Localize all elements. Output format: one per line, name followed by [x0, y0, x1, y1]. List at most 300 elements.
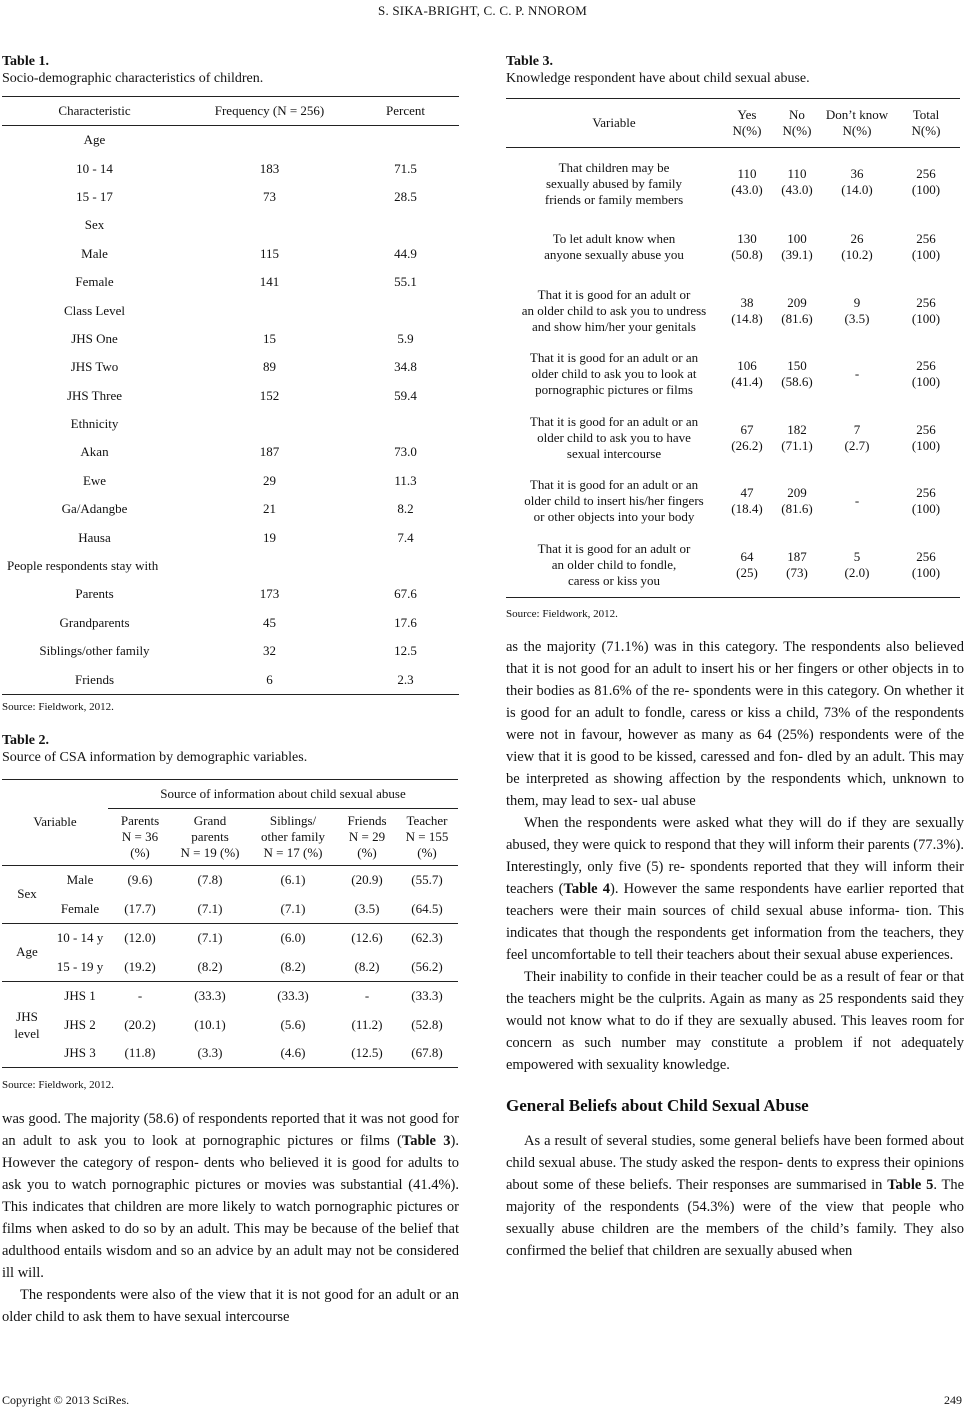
table2-value-cell: (3.3) [172, 1039, 248, 1068]
table1-row [2, 637, 459, 665]
table2-column-header [396, 808, 458, 865]
table2-source: Source: Fieldwork, 2012. [2, 1079, 114, 1092]
table3-value-line: 150 [787, 358, 807, 374]
table1-row [2, 183, 459, 211]
table3-value-cell [772, 406, 822, 470]
table1-percent-cell [352, 410, 459, 438]
table3-value-line: 9 [853, 294, 861, 310]
table2-row [2, 1010, 458, 1039]
table2-row-label: Male [66, 872, 94, 888]
table2-value-cell: (9.6) [127, 872, 153, 888]
table3-row [506, 343, 960, 407]
table3-value-line: 26 [850, 231, 864, 247]
table3-value-cell [822, 216, 892, 280]
table3-value-cell [822, 148, 892, 216]
table3-row [506, 216, 960, 280]
right-paragraph: Their inability to confide in their teacher could be as a result of fear or that the teachers might be the culprits. Again as many as 25 respondents said they would not know what to do if they are sexually abused. This leaves room for concern as such number may constitute a problem if not adequately empowered with sexuality knowledge. [506, 968, 964, 1073]
table2-value-cell: (7.1) [197, 930, 223, 946]
table1-percent-cell: 11.3 [394, 472, 417, 488]
footer-copyright: Copyright © 2013 SciRes. [2, 1393, 130, 1407]
table1-group-label: Class Level [63, 302, 125, 318]
table3-row-label [506, 216, 722, 280]
table3-row-label [506, 343, 722, 407]
table1-row [2, 467, 459, 495]
table2-row-label: 10 - 14 y [56, 930, 104, 946]
table3-value-line: 67 [740, 421, 754, 437]
table2-value-cell: (19.2) [108, 952, 172, 981]
table2-group-label: Age [2, 923, 52, 981]
table2-row [2, 981, 458, 1010]
table1-row-label: Female [75, 274, 114, 290]
left-body-text [2, 1108, 459, 1328]
table1-frequency-cell [187, 211, 352, 239]
table3-row [506, 406, 960, 470]
table1-row [2, 211, 459, 239]
table2-value-cell: (10.1) [194, 1016, 226, 1032]
table3-column-header-line: Total [912, 107, 940, 122]
table2 [2, 779, 458, 1069]
table2-value-cell: (6.0) [280, 930, 306, 946]
table3-row-label-line: older child to ask you to have [537, 429, 691, 445]
table2-value-cell: (7.1) [248, 894, 338, 923]
table2-value-cell: (8.2) [248, 952, 338, 981]
table3-value-line: 209 [787, 294, 807, 310]
table2-value-cell: (11.2) [351, 1016, 383, 1032]
table1-row [2, 665, 459, 694]
table3-value-cell [722, 406, 772, 470]
table2-value-cell: (8.2) [338, 952, 396, 981]
table3-value-cell [822, 279, 892, 343]
table1-frequency-cell: 6 [187, 665, 352, 694]
table3-row-label [506, 406, 722, 470]
table1-row [2, 382, 459, 410]
table1-row [2, 240, 459, 268]
table1-source: Source: Fieldwork, 2012. [2, 700, 114, 713]
table2-value-cell: (3.5) [338, 894, 396, 923]
table3-value-line: (100) [911, 247, 941, 263]
table3 [506, 98, 960, 598]
table2-header-variable: Variable [2, 779, 108, 865]
table3-row-label-line: That it is good for an adult or [537, 286, 691, 302]
left-paragraph: was good. The majority (58.6) of respondents reported that it was not good for an adult to ask you to look at pornographic pictures or films (Table 3). However the category of respon- dents who believed it is good for adults to ask you to watch pornographic pictures or movies was substantial (41.4%). This indicates that children are more likely to watch pornographic pictures or films when asked to do so by an adult. This may be because of the belief that adulthood entails wisdom and so an advice by an adult may not be considered ill will. [2, 1111, 459, 1282]
table3-row [506, 148, 960, 216]
table1-percent-cell: 2.3 [352, 665, 459, 694]
table3-row-label-line: older child to insert his/her fingers [524, 493, 704, 509]
table3-column-header-line: N(%) [842, 123, 872, 138]
table1-row-label: JHS One [71, 330, 118, 346]
table2-row [2, 865, 458, 894]
table1-group-label: Ethnicity [70, 416, 119, 432]
table3-value-cell [822, 343, 892, 407]
table3-value-line: 38 [740, 294, 754, 310]
table2-column-header [108, 808, 172, 865]
left-column [2, 54, 459, 1328]
table3-title: Table 3. [506, 54, 553, 69]
table3-value-line: (14.0) [841, 181, 873, 197]
table3-value-line: (3.5) [844, 310, 870, 326]
table1-percent-cell: 12.5 [394, 643, 417, 659]
table2-column-header-line: Grand [193, 812, 227, 828]
table1-frequency-cell: 173 [259, 586, 280, 602]
table1-percent-cell: 28.5 [394, 188, 417, 204]
table1-header-frequency: Frequency (N = 256) [187, 97, 352, 126]
table1-caption: Socio-demographic characteristics of children. [2, 71, 264, 86]
running-header: S. SIKA-BRIGHT, C. C. P. NNOROM [378, 3, 587, 18]
table3-row-label-line: That it is good for an adult or an [529, 477, 699, 493]
table1-frequency-cell: 183 [259, 160, 280, 176]
table3-row-label-line: sexually abused by family [545, 175, 683, 191]
table3-row-label-line: caress or kiss you [567, 572, 661, 588]
table1-row [2, 353, 459, 381]
table1-group-label: Sex [84, 217, 105, 233]
table3-value-line: (10.2) [841, 247, 873, 263]
table1-header-percent: Percent [352, 97, 459, 126]
table2-value-cell: (56.2) [396, 952, 458, 981]
table1-row [2, 296, 459, 324]
table3-row-label-line: That children may be [558, 159, 670, 175]
table3-head [506, 99, 960, 148]
table2-value-cell: (33.3) [411, 988, 443, 1004]
table1-row [2, 523, 459, 551]
table3-value-line: (81.6) [781, 501, 813, 517]
table3-value-line: 7 [853, 421, 861, 437]
table3-row-label-line: an older child to fondle, [551, 556, 677, 572]
table2-value-cell: (62.3) [411, 930, 443, 946]
table1-row [2, 438, 459, 466]
table1-percent-cell [352, 552, 459, 580]
table3-value-cell [772, 148, 822, 216]
table2-value-cell: (20.9) [351, 872, 383, 888]
table3-value-line: (43.0) [781, 181, 813, 197]
table1-percent-cell: 7.4 [397, 529, 414, 545]
table2-value-cell: (12.0) [124, 930, 156, 946]
table3-value-line: 47 [740, 485, 754, 501]
table3-row [506, 279, 960, 343]
table2-column-header [338, 808, 396, 865]
table2-row [2, 952, 458, 981]
table1-percent-cell: 44.9 [394, 245, 417, 261]
table2-column-header-line: Teacher [406, 812, 448, 828]
table1-row-label: Friends [2, 665, 187, 694]
table1-group-label: People respondents stay with [7, 558, 159, 574]
table1-frequency-cell [187, 126, 352, 155]
table1-row-label: Male [81, 245, 108, 261]
table1-frequency-cell: 29 [263, 472, 276, 488]
table1-row-label: Ga/Adangbe [61, 501, 128, 517]
table1-row-label: 10 - 14 [76, 160, 113, 176]
table3-value-line: (18.4) [731, 501, 763, 517]
table3-column-header-line: Variable [592, 115, 636, 130]
table3-row-label-line: That it is good for an adult or an [529, 413, 699, 429]
table3-value-line: 64 [740, 548, 754, 564]
table2-value-cell: (6.1) [280, 872, 306, 888]
table2-value-cell: (4.6) [248, 1039, 338, 1068]
table2-value-cell: (55.7) [411, 872, 443, 888]
table3-value-cell [892, 343, 960, 407]
table3-value-cell [822, 533, 892, 597]
table2-header-row [2, 779, 458, 808]
table1-row-label: Siblings/other family [39, 643, 150, 659]
table3-value-cell [892, 216, 960, 280]
table3-value-line: 106 [737, 358, 757, 374]
table2-value-cell: (17.7) [108, 894, 172, 923]
table3-value-line: 187 [787, 548, 807, 564]
table1-row [2, 552, 459, 580]
table2-row-label: Female [52, 894, 108, 923]
table2-column-header-line: other family [261, 828, 325, 844]
table1-frequency-cell: 141 [259, 274, 280, 290]
table3-value-line: (2.7) [844, 437, 870, 453]
table1-frequency-cell [187, 296, 352, 324]
table2-row [2, 894, 458, 923]
table2-column-header [172, 808, 248, 865]
table3-row-label-line: To let adult know when [552, 231, 676, 247]
table3-row-label [506, 533, 722, 597]
table1-percent-cell [352, 211, 459, 239]
table3-row-label-line: and show him/her your genitals [532, 318, 696, 334]
table2-row-label: JHS 3 [52, 1039, 108, 1068]
table3-value-line: - [854, 366, 860, 382]
table2-span-header: Source of information about child sexual abuse [108, 779, 458, 808]
table2-row-label: JHS 2 [64, 1016, 96, 1032]
table3-value-line: (100) [911, 374, 941, 390]
table3-value-line: 100 [787, 231, 807, 247]
table1-row-label: 15 - 17 [76, 188, 113, 204]
table1-row [2, 154, 459, 182]
table3-value-line: (100) [911, 437, 941, 453]
table1-frequency-cell: 187 [259, 444, 280, 460]
table3-value-line: (43.0) [731, 181, 763, 197]
table1-row-label: Parents [75, 586, 114, 602]
table3-value-line: (26.2) [731, 437, 763, 453]
table3-value-line: 256 [916, 421, 936, 437]
table1-frequency-cell: 115 [259, 245, 280, 261]
table3-row-label [506, 470, 722, 534]
table3-value-line: 256 [916, 548, 936, 564]
table2-value-cell: (12.6) [351, 930, 383, 946]
table1-frequency-cell: 32 [263, 643, 276, 659]
table1-frequency-cell: 89 [263, 359, 276, 375]
table3-value-line: (58.6) [781, 374, 813, 390]
table2-value-cell: (5.6) [280, 1016, 306, 1032]
table3-source: Source: Fieldwork, 2012. [506, 607, 618, 620]
table1-percent-cell: 59.4 [394, 387, 417, 403]
table3-value-cell [772, 343, 822, 407]
table1-percent-cell: 17.6 [394, 614, 417, 630]
table3-value-line: 256 [916, 358, 936, 374]
table3-row-label-line: pornographic pictures or films [535, 382, 693, 398]
table1-frequency-cell: 45 [263, 614, 276, 630]
table2-caption: Source of CSA information by demographic variables. [2, 749, 308, 765]
table3-value-cell [722, 470, 772, 534]
table1-row-label: Akan [80, 444, 109, 460]
table1-percent-cell: 8.2 [397, 501, 414, 517]
table3-value-cell [822, 406, 892, 470]
table1-row-label: Ewe [82, 472, 107, 488]
table3-column-header [822, 99, 892, 148]
section-heading: General Beliefs about Child Sexual Abuse [506, 1095, 809, 1115]
table2-row [2, 923, 458, 952]
table1-row [2, 325, 459, 353]
table3-value-cell [772, 279, 822, 343]
table3-value-cell [892, 470, 960, 534]
table1-row-label: JHS Two [70, 359, 119, 375]
table2-body [2, 865, 458, 1068]
table3-row-label-line: friends or family members [544, 191, 684, 207]
table3-row-label-line: or other objects into your body [533, 509, 695, 525]
table1-row-label: JHS Three [66, 387, 122, 403]
table3-value-line: (73) [786, 564, 808, 580]
table2-row-label: JHS 1 [64, 988, 96, 1004]
table3-column-header [892, 99, 960, 148]
table1-row [2, 268, 459, 296]
table3-value-line: 256 [916, 231, 936, 247]
table1-row [2, 495, 459, 523]
table3-value-line: 182 [787, 421, 807, 437]
table3-value-cell [822, 470, 892, 534]
table2-group-label: Sex [2, 865, 52, 923]
table3-value-line: (39.1) [781, 247, 813, 263]
table3-value-line: (50.8) [731, 247, 763, 263]
table2-value-cell: - [137, 988, 143, 1004]
table1-percent-cell: 71.5 [394, 160, 417, 176]
section-body-text [506, 1130, 964, 1262]
table3-value-cell [722, 148, 772, 216]
table3-value-line: 256 [916, 485, 936, 501]
table1-frequency-cell: 21 [263, 501, 276, 517]
table3-value-cell [722, 216, 772, 280]
left-paragraph: The respondents were also of the view that it is not good for an adult or an older child to ask them to have sexual intercourse [2, 1287, 459, 1326]
table1-percent-cell: 55.1 [394, 274, 417, 290]
table2-value-cell: (7.8) [197, 872, 223, 888]
table3-value-cell [892, 148, 960, 216]
table3-row-label-line: That it is good for an adult or [537, 540, 691, 556]
table2-value-cell: - [364, 988, 370, 1004]
table1-frequency-cell: 152 [259, 387, 280, 403]
table3-value-cell [722, 533, 772, 597]
table2-column-header-line: (%) [417, 844, 437, 860]
table1-percent-cell: 34.8 [394, 359, 417, 375]
section-paragraph: As a result of several studies, some general beliefs have been formed about child sexual abuse. The study asked the respon- dents to express their opinions about some of these beliefs. Their responses are summarised in Table 5. The majority of the respondents (54.3%) were of the view that people who sexually abuse children are the members of the child’s family. They also confirmed the belief that children are sexually abused when [506, 1132, 964, 1259]
table1-group-label: Age [83, 132, 106, 148]
right-paragraph: When the respondents were asked what they will do if they are sexually abused, they were quick to respond that they will inform their parents (77.3%). Interestingly, only five (5) re- spondents reported that they will inform their teachers (Table 4). However the same respondents have earlier reported that teachers were their main sources of child sexual abuse informa- tion. This indicates that though the respondents get information from the teachers, they feel uncomfortable to tell their teachers about their sexual abuse experiences. [506, 814, 965, 963]
table3-value-line: (25) [736, 564, 758, 580]
table2-column-header-line: N = 29 [348, 828, 386, 844]
table2-value-cell: (52.8) [411, 1016, 443, 1032]
table3-column-header [772, 99, 822, 148]
table2-column-header-line: Siblings/ [269, 812, 317, 828]
table3-value-line: 110 [787, 165, 807, 181]
table3-value-cell [772, 470, 822, 534]
table3-value-line: (100) [911, 564, 941, 580]
table3-value-line: 256 [916, 294, 936, 310]
table3-value-line: (81.6) [781, 310, 813, 326]
table1-frequency-cell: 73 [263, 188, 276, 204]
table1-frequency-cell: 15 [263, 330, 276, 346]
table2-value-cell: (33.3) [194, 988, 226, 1004]
table2-value-cell: (64.5) [396, 894, 458, 923]
table2-column-header-line: parents [191, 828, 229, 844]
table2-column-header-line: N = 155 [405, 828, 449, 844]
table1-frequency-cell [187, 552, 352, 580]
table2-value-cell: (20.2) [124, 1016, 156, 1032]
table3-value-line: 36 [850, 165, 864, 181]
table1-row [2, 580, 459, 608]
table3-column-header-line: No [789, 107, 805, 122]
table3-column-header-line: N(%) [911, 123, 941, 138]
table3-column-header [722, 99, 772, 148]
table1-header-characteristic: Characteristic [2, 97, 187, 126]
table3-value-cell [722, 343, 772, 407]
table2-value-cell: (33.3) [277, 988, 309, 1004]
right-paragraph: as the majority (71.1%) was in this category. The respondents also believed that it is not good for an adult to insert his or her fingers or other objects in to their bodies as 81.6% of the re- spondents were in this category. On whether it is good for an adult to fondle, caress or kiss a child, 73% of the respondents were not in favour, however as many as 64 (25%) respondents were of the view that it is good to be kissed, caressed and fon- dled by an adult. This may be interpreted as showing affection by the respondents which, unknown to them, may lead to sex- ual abuse [506, 638, 964, 809]
table3-column-header-line: N(%) [782, 123, 812, 138]
table3-value-line: (2.0) [844, 564, 870, 580]
table1-row [2, 126, 459, 155]
table2-column-header-line: (%) [357, 844, 377, 860]
table2-column-header-line: Friends [347, 812, 387, 828]
table2-column-header-line: N = 36 [121, 828, 159, 844]
table3-column-header-line: Don’t know [825, 107, 889, 122]
table1-row [2, 609, 459, 637]
table3-value-cell [772, 533, 822, 597]
table2-row [2, 1039, 458, 1068]
table3-value-line: 209 [787, 485, 807, 501]
table2-value-cell: (12.5) [338, 1039, 396, 1068]
table3-row-label-line: older child to ask you to look at [531, 366, 697, 382]
table1-percent-cell [352, 126, 459, 155]
table1-title: Table 1. [2, 54, 49, 69]
table2-head [2, 779, 458, 865]
table2-value-cell: (67.8) [396, 1039, 458, 1068]
table3-value-cell [892, 406, 960, 470]
table3-row-label-line: an older child to ask you to undress [521, 302, 707, 318]
table1-frequency-cell [187, 410, 352, 438]
table1-row-label: Hausa [78, 529, 111, 545]
table3-value-cell [892, 533, 960, 597]
table3-row-label [506, 148, 722, 216]
table1 [2, 96, 459, 695]
table2-group-label: JHS level [2, 981, 52, 1068]
table1-percent-cell: 67.6 [394, 586, 417, 602]
table2-column-header-line: (%) [130, 844, 150, 860]
table3-column-header-line: Yes [737, 107, 757, 122]
table3-value-line: 130 [737, 231, 757, 247]
table3-caption: Knowledge respondent have about child sexual abuse. [506, 71, 810, 86]
table3-value-line: (100) [911, 310, 941, 326]
table2-value-cell: (7.1) [172, 894, 248, 923]
table3-value-line: 256 [916, 165, 936, 181]
table3-row-label-line: anyone sexually abuse you [544, 247, 684, 263]
table1-percent-cell [352, 296, 459, 324]
table3-value-cell [722, 279, 772, 343]
table2-title: Table 2. [2, 732, 49, 748]
table3-value-line: (71.1) [781, 437, 813, 453]
table2-column-header-line: N = 19 (%) [180, 844, 240, 860]
table3-value-line: (41.4) [731, 374, 763, 390]
table1-body [2, 126, 459, 695]
table2-column-header-line: N = 17 (%) [263, 844, 323, 860]
table3-value-line: (14.8) [731, 310, 763, 326]
table3-row [506, 533, 960, 597]
table2-value-cell: (11.8) [108, 1039, 172, 1068]
table3-header-row [506, 99, 960, 148]
table2-column-header-line: Parents [120, 812, 160, 828]
table3-row-label-line: sexual intercourse [566, 445, 662, 461]
table3-row-label [506, 279, 722, 343]
table3-body [506, 148, 960, 598]
right-column [506, 54, 964, 1262]
